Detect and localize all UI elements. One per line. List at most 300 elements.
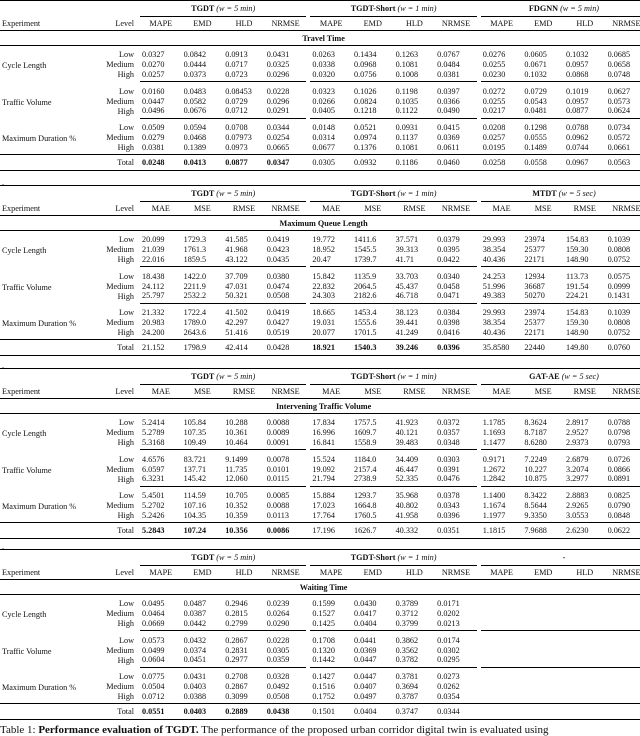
cell-value: 0.0808: [607, 317, 631, 327]
column-header-emd: EMD: [363, 568, 382, 577]
column-header-hld: HLD: [405, 19, 423, 28]
column-header-emd: EMD: [193, 568, 212, 577]
cell-value: 8.3624: [524, 418, 547, 428]
cell-value: 0.0195: [482, 142, 506, 152]
cell-value: 0.0115: [266, 474, 289, 484]
cell-value: 1422.0: [182, 267, 224, 281]
cell-value: 0.0296: [266, 69, 290, 79]
group-header-mtdt: [481, 186, 640, 202]
column-header-nrmse: NRMSE: [271, 387, 300, 396]
cell-value: 0.0748: [607, 69, 631, 79]
table-waiting-time: [0, 549, 640, 720]
cell-value: 1.1674: [482, 500, 506, 510]
cell-value: 39.483: [395, 437, 419, 447]
cell-value: 0.0708: [223, 118, 265, 132]
cell-value: 0.0752: [607, 254, 631, 264]
cell-value: 0.0430: [353, 599, 377, 609]
cell-value: 0.0381: [437, 69, 460, 79]
total-value: 107.24: [182, 523, 224, 539]
cell-value: [606, 645, 640, 655]
cell-value: 17.764: [312, 510, 335, 520]
cell-value: 2643.6: [183, 327, 207, 337]
cell-value: 0.0422: [437, 254, 460, 264]
cell-value: 0.0624: [607, 106, 631, 116]
cell-value: 51.416: [225, 327, 248, 337]
cell-value: 0.0373: [183, 69, 207, 79]
total-value: 5.2843: [140, 523, 182, 539]
cell-value: 0.0419: [265, 303, 307, 317]
cell-value: 148.90: [565, 327, 589, 337]
cell-value: 0.0217: [482, 106, 506, 116]
cell-value: 0.0962: [565, 132, 589, 142]
column-header-mae: MAE: [322, 204, 341, 213]
cell-value: [481, 682, 523, 692]
cell-value: 17.834: [312, 418, 335, 428]
cell-value: 0.3787: [395, 691, 419, 701]
cell-value: 18.438: [140, 267, 182, 281]
total-row: [0, 523, 640, 539]
cell-value: 0.1599: [312, 599, 335, 609]
experiment-name: Maximum Duration %: [2, 682, 77, 692]
cell-value: 0.0432: [182, 631, 224, 645]
cell-value: 19.031: [312, 317, 335, 327]
cell-value: 0.0877: [565, 106, 589, 116]
cell-value: 5.4501: [140, 486, 182, 500]
group-title: FDGNN: [528, 4, 559, 13]
cell-value: 12934: [522, 267, 564, 281]
cell-value: 2211.9: [183, 281, 206, 291]
cell-value: 1859.5: [183, 254, 207, 264]
cell-value: 41.71: [395, 254, 414, 264]
group-title: GAT-AE: [529, 372, 560, 381]
cell-value: 0.0295: [437, 655, 460, 665]
cell-value: 0.0338: [312, 60, 335, 70]
cell-value: 1.1400: [481, 486, 523, 500]
cell-value: 0.0476: [437, 474, 460, 484]
cell-value: 5.2426: [142, 510, 165, 520]
group-header-tgdt-short: [310, 369, 476, 385]
cell-value: 114.59: [182, 486, 224, 500]
cell-value: 0.0504: [142, 681, 165, 691]
cell-value: 25377: [524, 317, 545, 327]
cell-value: 0.0442: [183, 618, 207, 628]
cell-value: 0.0378: [435, 486, 477, 500]
cell-value: 0.0866: [607, 464, 631, 474]
cell-value: 0.0793: [607, 437, 631, 447]
total-value: 0.1186: [394, 155, 436, 171]
cell-value: 0.0323: [310, 82, 352, 96]
cell-value: 41.923: [395, 418, 419, 428]
column-header-hld: HLD: [235, 568, 253, 577]
cell-value: 0.0078: [265, 450, 307, 464]
level-label: Low: [118, 271, 134, 281]
caption-prefix: Table 1:: [0, 724, 39, 736]
level-label: Low: [118, 671, 134, 681]
table-row: [0, 118, 640, 132]
group-header-tgdt: [140, 550, 306, 566]
cell-value: 19.772: [312, 235, 335, 245]
cell-value: 0.0605: [524, 50, 547, 60]
cell-value: 0.0372: [437, 418, 460, 428]
cell-value: 47.031: [225, 281, 248, 291]
cell-value: 16.841: [312, 437, 335, 447]
cell-value: [564, 609, 606, 619]
level-label: High: [117, 70, 134, 80]
total-value: 0.0344: [435, 704, 477, 720]
cell-value: 10.352: [225, 500, 248, 510]
cell-value: 0.0891: [607, 474, 631, 484]
cell-value: 0.0379: [437, 235, 460, 245]
experiment-name: Maximum Duration %: [2, 133, 77, 143]
cell-value: 137.71: [183, 464, 207, 474]
cell-value: 0.0717: [225, 60, 248, 70]
group-header-tgdt: [140, 369, 306, 385]
cell-value: 38.354: [482, 317, 506, 327]
cell-value: 50.321: [225, 291, 248, 301]
cell-value: 1293.7: [352, 486, 394, 500]
cell-value: 0.0417: [353, 609, 377, 619]
cell-value: [481, 619, 523, 631]
cell-value: 20.47: [312, 254, 331, 264]
cell-value: 5.2414: [142, 418, 165, 428]
group-header-tgdt-short: [310, 1, 476, 17]
table-row: [0, 267, 640, 281]
cell-value: 19.092: [312, 464, 335, 474]
cell-value: 2.6879: [564, 450, 606, 464]
group-header-gat-ae: [481, 369, 640, 385]
cell-value: 0.2977: [225, 655, 248, 665]
cell-value: 20.983: [142, 317, 165, 327]
cell-value: 8.3422: [522, 486, 564, 500]
cell-value: [564, 631, 606, 645]
level-label: Medium: [106, 428, 134, 438]
cell-value: [522, 655, 564, 667]
cell-value: 0.1434: [353, 50, 377, 60]
cell-value: 37.709: [223, 267, 265, 281]
total-value: 0.0403: [182, 704, 224, 720]
cell-value: 1558.9: [353, 437, 377, 447]
column-header-nrmse: NRMSE: [612, 19, 640, 28]
level-label: High: [117, 255, 134, 265]
cell-value: 0.0403: [183, 681, 207, 691]
block-marker: .: [2, 178, 4, 187]
column-header-emd: EMD: [534, 19, 553, 28]
cell-value: 0.0296: [266, 96, 290, 106]
cell-value: 0.0685: [607, 50, 631, 60]
level-label: High: [117, 142, 134, 152]
level-label: Medium: [106, 645, 134, 655]
group-param: (w = 5 min): [560, 4, 600, 13]
cell-value: 39.313: [395, 245, 419, 255]
cell-value: 0.0798: [607, 428, 631, 438]
cell-value: 41.249: [395, 327, 419, 337]
level-label: Low: [118, 490, 134, 500]
cell-value: 0.1032: [524, 69, 547, 79]
level-label: Low: [118, 86, 134, 96]
cell-value: [564, 645, 606, 655]
cell-value: 5.2702: [142, 500, 165, 510]
cell-value: [522, 631, 564, 645]
column-header-emd: EMD: [193, 19, 212, 28]
experiment-name: Traffic Volume: [2, 282, 52, 292]
total-value: 0.0258: [481, 155, 523, 171]
column-header-nrmse: NRMSE: [612, 204, 640, 213]
cell-value: 0.3694: [395, 681, 419, 691]
cell-value: 1789.0: [183, 317, 207, 327]
total-value: 0.0305: [310, 155, 352, 171]
cell-value: 0.1431: [607, 291, 631, 301]
section-title: Waiting Time: [0, 580, 640, 595]
column-header-nrmse: NRMSE: [271, 204, 300, 213]
cell-value: 46.718: [395, 291, 419, 301]
cell-value: 0.0474: [266, 281, 290, 291]
cell-value: [606, 631, 640, 645]
cell-value: 0.0931: [394, 118, 436, 132]
cell-value: 2738.9: [353, 474, 377, 484]
column-header-nrmse: NRMSE: [441, 19, 471, 28]
cell-value: 12.060: [225, 474, 248, 484]
cell-value: 2.8883: [564, 486, 606, 500]
header-level: Level: [115, 386, 134, 396]
cell-value: 0.0447: [142, 96, 165, 106]
cell-value: 0.0451: [183, 655, 207, 665]
cell-value: 0.0555: [524, 132, 547, 142]
cell-value: 0.0447: [352, 667, 394, 681]
level-label: High: [117, 438, 134, 448]
cell-value: 0.1527: [312, 609, 335, 619]
cell-value: 0.3799: [395, 618, 419, 628]
cell-value: 5.2789: [142, 428, 165, 438]
cell-value: 0.0458: [437, 281, 460, 291]
group-param: (w = 5 min): [216, 4, 256, 13]
column-header-mape: MAPE: [319, 568, 343, 577]
cell-value: 23974: [522, 303, 564, 317]
cell-value: 0.0999: [607, 281, 631, 291]
cell-value: 0.0464: [142, 609, 165, 619]
cell-value: 0.0416: [437, 327, 460, 337]
cell-value: 23974: [524, 235, 545, 245]
cell-value: 109.49: [183, 437, 207, 447]
cell-value: 0.0266: [312, 96, 335, 106]
total-value: 0.0404: [352, 704, 394, 720]
cell-value: 0.0325: [266, 60, 290, 70]
cell-value: 1722.4: [182, 303, 224, 317]
cell-value: 0.1425: [312, 618, 335, 628]
column-header-emd: EMD: [534, 568, 553, 577]
cell-value: 0.1198: [394, 82, 436, 96]
cell-value: 40.802: [395, 500, 419, 510]
cell-value: 1.2842: [482, 474, 506, 484]
cell-value: [606, 667, 640, 681]
cell-value: 1739.7: [353, 254, 377, 264]
cell-value: 0.0499: [142, 645, 165, 655]
cell-value: 24.112: [142, 281, 165, 291]
cell-value: 0.1137: [395, 132, 418, 142]
cell-value: 18.952: [312, 245, 335, 255]
cell-value: 0.0484: [437, 60, 460, 70]
column-header-rmse: RMSE: [573, 204, 596, 213]
cell-value: 1761.3: [183, 245, 207, 255]
cell-value: 1.1477: [482, 437, 506, 447]
total-value: 0.0086: [265, 523, 307, 539]
cell-value: 39.441: [395, 317, 419, 327]
cell-value: 0.0257: [142, 69, 165, 79]
cell-value: 0.0263: [312, 50, 335, 60]
cell-value: 0.0825: [606, 486, 640, 500]
cell-value: 21.332: [140, 303, 182, 317]
cell-value: 10.464: [225, 437, 248, 447]
total-row: [0, 155, 640, 171]
level-label: Medium: [106, 245, 134, 255]
cell-value: 0.0366: [437, 96, 460, 106]
cell-value: [481, 691, 523, 703]
cell-value: 0.0712: [142, 691, 165, 701]
cell-value: 0.0279: [142, 132, 165, 142]
cell-value: [606, 691, 640, 703]
group-param: (w = 1 min): [397, 4, 437, 13]
cell-value: 0.0481: [524, 106, 547, 116]
level-label: Low: [118, 599, 134, 609]
cell-value: 0.0276: [482, 50, 506, 60]
header-level: Level: [115, 203, 134, 213]
cell-value: 4.6576: [140, 450, 182, 464]
cell-value: 0.0419: [266, 235, 290, 245]
column-header-mape: MAPE: [149, 19, 173, 28]
cell-value: 0.1263: [395, 50, 419, 60]
cell-value: 0.0487: [183, 599, 207, 609]
cell-value: 0.0543: [524, 96, 547, 106]
cell-value: 0.0734: [606, 118, 640, 132]
cell-value: 0.3782: [395, 655, 419, 665]
cell-value: 191.54: [565, 281, 589, 291]
cell-value: 0.0160: [140, 82, 182, 96]
level-label: Low: [118, 635, 134, 645]
column-header-mape: MAPE: [149, 568, 173, 577]
cell-value: 7.2249: [522, 450, 564, 464]
cell-value: 0.1081: [395, 142, 419, 152]
cell-value: 3.2074: [565, 464, 589, 474]
total-value: 42.414: [223, 340, 265, 356]
cell-value: 0.0957: [565, 60, 589, 70]
total-value: 18.921: [310, 340, 352, 356]
cell-value: 0.1026: [352, 82, 394, 96]
cell-value: 0.0101: [266, 464, 290, 474]
cell-value: 0.1298: [522, 118, 564, 132]
group-title: TGDT: [191, 553, 215, 562]
total-value: 149.80: [564, 340, 606, 356]
cell-value: 29.993: [482, 235, 506, 245]
experiment-name: Cycle Length: [2, 246, 47, 256]
cell-value: [564, 595, 606, 609]
column-header-rmse: RMSE: [232, 387, 256, 396]
cell-value: 10.875: [524, 474, 547, 484]
column-header-hld: HLD: [405, 568, 423, 577]
cell-value: 0.0665: [266, 142, 290, 152]
cell-value: 2.8917: [565, 418, 589, 428]
cell-value: [481, 595, 523, 609]
total-value: 7.9688: [522, 523, 564, 539]
column-header-nrmse: NRMSE: [441, 387, 471, 396]
cell-value: 0.0174: [435, 631, 477, 645]
cell-value: 0.0387: [183, 609, 207, 619]
cell-value: 0.0202: [437, 609, 460, 619]
cell-value: 0.0483: [182, 82, 224, 96]
group-title: TGDT: [191, 189, 215, 198]
header-experiment: Experiment: [2, 18, 41, 28]
cell-value: 0.0496: [142, 106, 165, 116]
cell-value: 0.1218: [353, 106, 377, 116]
cell-value: [481, 655, 523, 667]
column-header-mse: MSE: [364, 387, 382, 396]
cell-value: 104.35: [183, 510, 207, 520]
cell-value: 0.07973: [225, 132, 252, 142]
group-title: TGDT: [191, 4, 215, 13]
cell-value: 40.436: [482, 254, 506, 264]
cell-value: 0.0395: [437, 245, 460, 255]
cell-value: 0.0824: [353, 96, 377, 106]
group-header-tgdt: [140, 1, 306, 17]
cell-value: 15.524: [310, 450, 352, 464]
column-header-rmse: RMSE: [232, 204, 256, 213]
group-title: TGDT-Short: [350, 4, 396, 13]
experiment-name: Cycle Length: [2, 429, 47, 439]
group-param: (w = 5 sec): [558, 189, 596, 198]
cell-value: 0.0767: [437, 50, 460, 60]
total-value: 0.3747: [394, 704, 436, 720]
cell-value: 25.797: [142, 291, 165, 301]
cell-value: 41.585: [225, 235, 248, 245]
total-value: 0.2889: [223, 704, 265, 720]
cell-value: 145.42: [183, 474, 207, 484]
total-value: 0.0622: [606, 523, 640, 539]
column-header-mse: MSE: [193, 204, 211, 213]
cell-value: 154.83: [565, 235, 589, 245]
cell-value: 0.0582: [183, 96, 207, 106]
cell-value: 24.303: [312, 291, 335, 301]
level-label: Low: [118, 307, 134, 317]
cell-value: 0.0208: [481, 118, 523, 132]
cell-value: 0.0913: [225, 50, 248, 60]
cell-value: [522, 645, 564, 655]
table-row: [0, 46, 640, 60]
table-row: [0, 595, 640, 609]
total-value: 1626.7: [352, 523, 394, 539]
cell-value: 0.1489: [524, 142, 547, 152]
section-title: Maximum Queue Length: [0, 216, 640, 231]
level-label: Medium: [106, 60, 134, 70]
cell-value: [564, 655, 606, 667]
cell-value: 17.023: [312, 500, 335, 510]
cell-value: 38.123: [394, 303, 436, 317]
level-label: High: [117, 691, 134, 701]
experiment-name: Maximum Duration %: [2, 318, 77, 328]
cell-value: 224.21: [565, 291, 589, 301]
total-value: [481, 704, 523, 720]
table-row: [0, 667, 640, 681]
experiment-name: Maximum Duration %: [2, 501, 77, 511]
group-header-empty: [481, 550, 640, 566]
cell-value: 0.2867: [225, 681, 248, 691]
cell-value: 0.0327: [142, 50, 165, 60]
cell-value: 35.968: [394, 486, 436, 500]
cell-value: 3.0553: [565, 510, 589, 520]
table-maximum-queue-length: [0, 185, 640, 356]
cell-value: [564, 691, 606, 703]
column-header-mae: MAE: [151, 204, 170, 213]
level-label: High: [117, 474, 134, 484]
total-value: [522, 704, 564, 720]
header-experiment: Experiment: [2, 203, 41, 213]
